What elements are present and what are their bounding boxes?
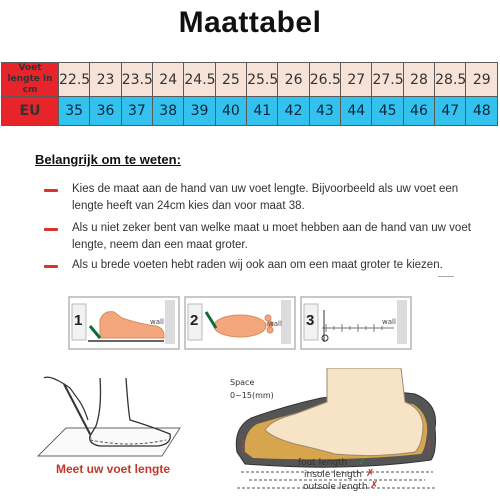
step-number: 2: [190, 312, 199, 329]
cell-foot-length: 26.5: [309, 63, 340, 97]
size-table: [1, 62, 498, 126]
step-3: [300, 296, 412, 350]
cross-icon: ✗: [370, 480, 379, 491]
tip-item: [44, 257, 484, 274]
cell-foot-length: 26: [278, 63, 309, 97]
cell-foot-length: 24: [153, 63, 184, 97]
measure-caption: Meet uw voet lengte: [56, 462, 171, 476]
table-row-eu-size: [2, 97, 498, 126]
insole-length-label: insole length: [304, 470, 362, 480]
cell-eu-size: 39: [184, 97, 215, 126]
cell-eu-size: 36: [90, 97, 121, 126]
table-row-foot-length: [2, 63, 498, 97]
pencil-icon: [64, 384, 90, 434]
cell-eu-size: 38: [153, 97, 184, 126]
cell-eu-size: 37: [121, 97, 152, 126]
cell-eu-size: 48: [466, 97, 498, 126]
cell-foot-length: 29: [466, 63, 498, 97]
cell-eu-size: 46: [403, 97, 434, 126]
cell-foot-length: 25.5: [247, 63, 278, 97]
step-number: 1: [74, 312, 83, 329]
tip-item: [44, 220, 484, 254]
wall-label: wall: [268, 320, 282, 328]
step-2: [184, 296, 296, 350]
cell-eu-size: 40: [215, 97, 246, 126]
step-number: 3: [306, 312, 315, 329]
page-title: Maattabel: [178, 6, 322, 39]
row-label-foot-length: Voet lengte in cm: [2, 63, 59, 97]
outsole-length-label: outsole length: [303, 482, 368, 492]
cell-eu-size: 43: [309, 97, 340, 126]
cell-foot-length: 22.5: [59, 63, 90, 97]
tip-text: Als u niet zeker bent van welke maat u moet hebben aan de hand van uw voet lengte, neem dan een maat groter.: [72, 222, 471, 251]
dash-icon: [44, 265, 58, 268]
cell-foot-length: 27: [341, 63, 372, 97]
cell-foot-length: 27.5: [372, 63, 403, 97]
info-heading: Belangrijk om te weten:: [35, 152, 181, 167]
dash-icon: [44, 228, 58, 231]
cell-foot-length: 28: [403, 63, 434, 97]
cell-eu-size: 35: [59, 97, 90, 126]
space-label: Space: [230, 378, 255, 387]
foot-length-label: foot length: [298, 458, 348, 468]
wall-label: wall: [382, 318, 396, 326]
cell-eu-size: 45: [372, 97, 403, 126]
cell-eu-size: 44: [341, 97, 372, 126]
foot-trace-illustration: [30, 368, 200, 464]
cross-icon: ✗: [366, 468, 375, 479]
cell-foot-length: 24.5: [184, 63, 215, 97]
cell-foot-length: 23: [90, 63, 121, 97]
space-value: 0~15(mm): [230, 391, 274, 400]
divider: [438, 276, 454, 277]
wall-label: wall: [150, 318, 164, 326]
tip-text: Als u brede voeten hebt raden wij ook aan om een maat groter te kiezen.: [72, 259, 443, 271]
row-label-eu: EU: [2, 97, 59, 126]
cell-foot-length: 28.5: [435, 63, 466, 97]
dash-icon: [44, 189, 58, 192]
cell-eu-size: 42: [278, 97, 309, 126]
tip-text: Kies de maat aan de hand van uw voet lengte. Bijvoorbeeld als uw voet een lengte heeft van 24cm kies dan voor maat 38.: [72, 183, 459, 212]
cell-foot-length: 23.5: [121, 63, 152, 97]
tip-item: [44, 181, 484, 215]
cell-eu-size: 41: [247, 97, 278, 126]
step-1: [68, 296, 180, 350]
check-icon: ✓: [358, 457, 367, 468]
cell-eu-size: 47: [435, 97, 466, 126]
cell-foot-length: 25: [215, 63, 246, 97]
